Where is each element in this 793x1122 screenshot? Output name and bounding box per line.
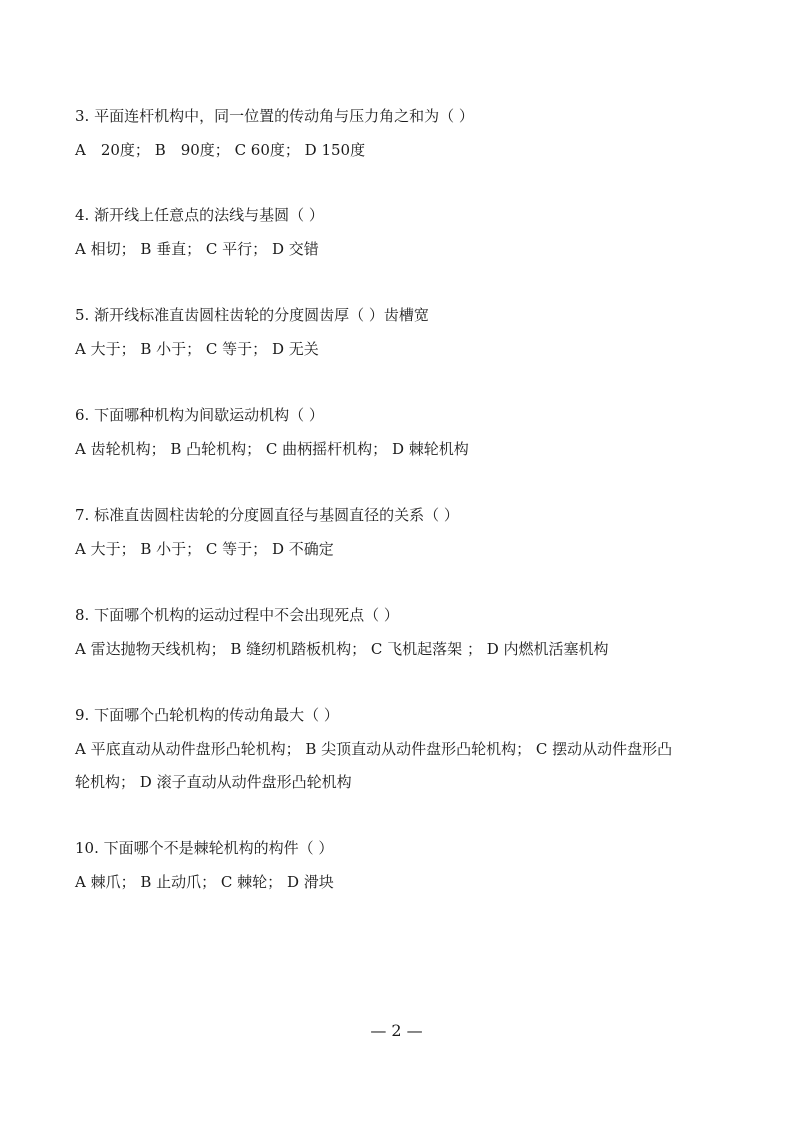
question-9-options-line-2: 轮机构； D 滚子直动从动件盘形凸轮机构 xyxy=(75,773,352,791)
question-10-stem: 10. 下面哪个不是棘轮机构的构件（ ） xyxy=(75,839,334,857)
question-5-stem: 5. 渐开线标准直齿圆柱齿轮的分度圆齿厚（ ）齿槽宽 xyxy=(75,306,429,324)
question-7-options: A 大于； B 小于； C 等于； D 不确定 xyxy=(75,540,334,558)
question-10-options: A 棘爪； B 止动爪； C 棘轮； D 滑块 xyxy=(75,873,334,891)
question-3-stem: 3. 平面连杆机构中，同一位置的传动角与压力角之和为（ ） xyxy=(75,107,474,125)
question-4-stem: 4. 渐开线上任意点的法线与基圆（ ） xyxy=(75,206,324,224)
question-4-options: A 相切； B 垂直； C 平行； D 交错 xyxy=(75,240,319,258)
question-6-stem: 6. 下面哪种机构为间歇运动机构（ ） xyxy=(75,406,324,424)
question-9-options-line-1: A 平底直动从动件盘形凸轮机构； B 尖顶直动从动件盘形凸轮机构； C 摆动从动件盘形凸 xyxy=(75,740,673,758)
question-8-options: A 雷达抛物天线机构； B 缝纫机踏板机构； C 飞机起落架 ； D 内燃机活塞机构 xyxy=(75,640,609,658)
question-6-options: A 齿轮机构； B 凸轮机构； C 曲柄摇杆机构； D 棘轮机构 xyxy=(75,440,469,458)
page-number: — 2 — xyxy=(370,1021,423,1040)
question-5-options: A 大于； B 小于； C 等于； D 无关 xyxy=(75,340,319,358)
question-7-stem: 7. 标准直齿圆柱齿轮的分度圆直径与基圆直径的关系（ ） xyxy=(75,506,459,524)
question-9-stem: 9. 下面哪个凸轮机构的传动角最大（ ） xyxy=(75,706,339,724)
question-3-options: A 20度； B 90度； C 60度； D 150度 xyxy=(75,141,366,159)
question-8-stem: 8. 下面哪个机构的运动过程中不会出现死点（ ） xyxy=(75,606,399,624)
